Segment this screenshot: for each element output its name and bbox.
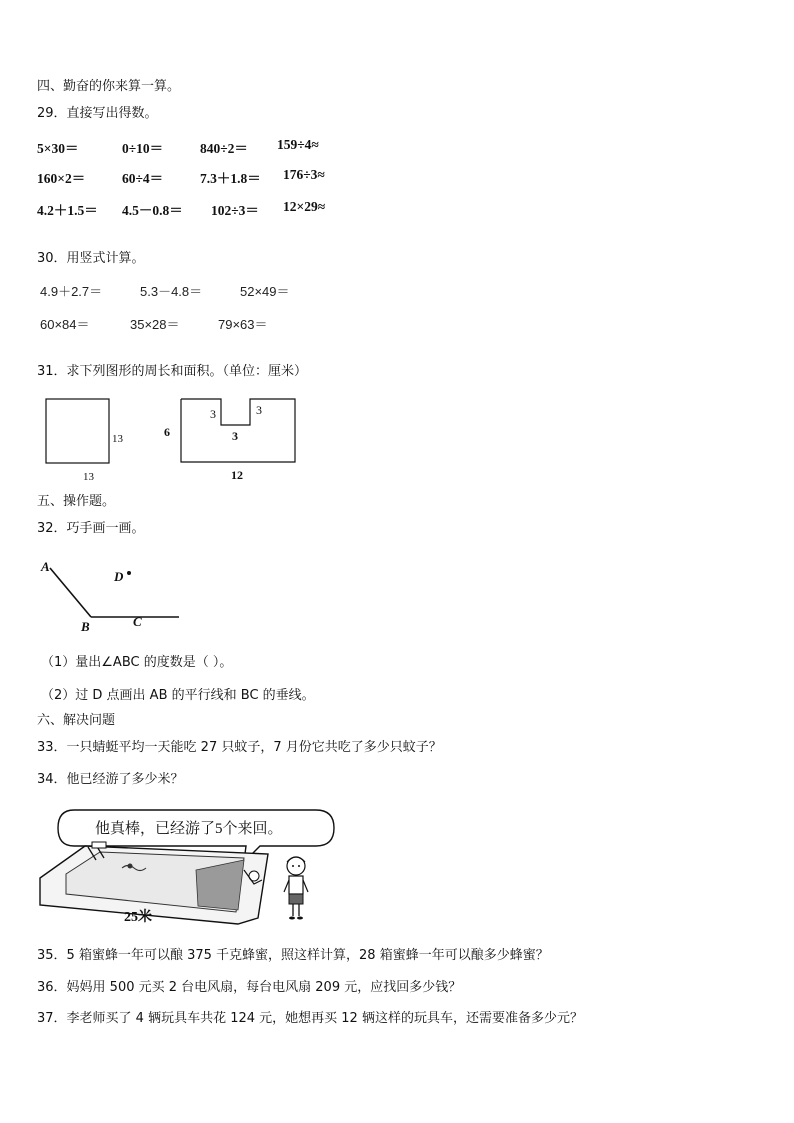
q32-title: 32．巧手画一画。: [37, 521, 145, 536]
q31-shape-notch-left: 3: [210, 407, 216, 421]
q30-r2-c2: 35×28＝: [130, 317, 180, 332]
pool-length-label: 25米: [124, 910, 152, 925]
section4-heading: 四、勤奋的你来算一算。: [37, 79, 181, 94]
q32-sub1: （1）量出∠ABC 的度数是（ ）。: [41, 655, 233, 670]
q29-r2-c1: 160×2＝: [37, 171, 86, 186]
q29-r1-c2: 0÷10＝: [122, 141, 164, 156]
q29-title: 29．直接写出得数。: [37, 106, 158, 121]
q30-r1-c3: 52×49＝: [240, 284, 290, 299]
point-c-label: C: [133, 614, 142, 629]
q31-shape-bottom: 12: [231, 468, 243, 482]
point-a-label: A: [41, 559, 50, 574]
q29-r3-c4: 12×29≈: [283, 199, 326, 214]
q31-title: 31．求下列图形的周长和面积。（单位：厘米）: [37, 364, 308, 379]
q32-sub2: （2）过 D 点画出 AB 的平行线和 BC 的垂线。: [41, 688, 315, 703]
section5-heading: 五、操作题。: [37, 494, 116, 509]
q29-r1-c4: 159÷4≈: [277, 137, 319, 152]
q34-title: 34．他已经游了多少米？: [37, 772, 184, 787]
q33-text: 33．一只蜻蜓平均一天能吃 27 只蚊子，7 月份它共吃了多少只蚊子？: [37, 740, 442, 755]
q29-r2-c3: 7.3＋1.8＝: [200, 171, 261, 186]
point-d-label: D: [114, 569, 124, 584]
q31-shape-notch-bottom: 3: [232, 429, 238, 443]
q30-title: 30．用竖式计算。: [37, 251, 145, 266]
q31-shape-notch-right: 3: [256, 403, 262, 417]
q29-r3-c1: 4.2＋1.5＝: [37, 203, 98, 218]
q35-text: 35．5 箱蜜蜂一年可以酿 375 千克蜂蜜，照这样计算，28 箱蜜蜂一年可以酿多少蜂蜜？: [37, 948, 549, 963]
q31-square-side-bottom: 13: [83, 471, 94, 483]
q30-r1-c2: 5.3－4.8＝: [140, 284, 203, 299]
point-b-label: B: [81, 619, 90, 634]
q29-r1-c1: 5×30＝: [37, 141, 79, 156]
q30-r1-c1: 4.9＋2.7＝: [40, 284, 103, 299]
q29-r2-c4: 176÷3≈: [283, 167, 325, 182]
q37-text: 37．李老师买了 4 辆玩具车共花 124 元，她想再买 12 辆这样的玩具车，还需要准备多少元？: [37, 1011, 583, 1026]
speech-bubble-text: 他真棒，已经游了5个来回。: [95, 821, 283, 837]
section6-heading: 六、解决问题: [37, 713, 116, 728]
q29-r3-c3: 102÷3＝: [211, 203, 259, 218]
q29-r3-c2: 4.5－0.8＝: [122, 203, 183, 218]
q31-square-side-right: 13: [112, 433, 123, 445]
q31-shape-left: 6: [164, 425, 170, 439]
q29-r2-c2: 60÷4＝: [122, 171, 164, 186]
boy-figure: [284, 857, 308, 920]
q29-r1-c3: 840÷2＝: [200, 141, 248, 156]
q36-text: 36．妈妈用 500 元买 2 台电风扇，每台电风扇 209 元，应找回多少钱？: [37, 980, 462, 995]
q30-r2-c1: 60×84＝: [40, 317, 90, 332]
q30-r2-c3: 79×63＝: [218, 317, 268, 332]
